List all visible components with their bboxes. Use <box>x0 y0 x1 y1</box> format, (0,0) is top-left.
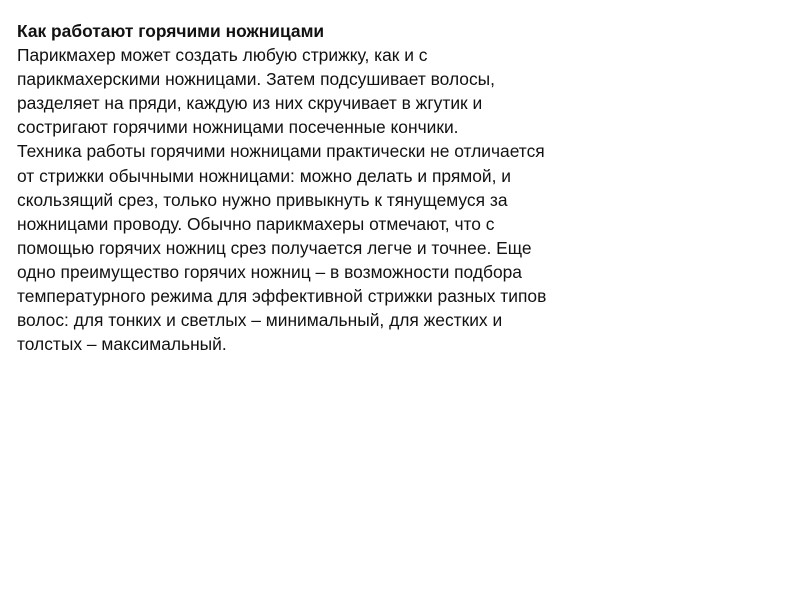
body-line: разделяет на пряди, каждую из них скручивает в жгутик и <box>17 93 483 114</box>
body-line: волос: для тонких и светлых – минимальный, для жестких и <box>17 310 503 331</box>
body-line: толстых – максимальный. <box>17 334 227 355</box>
body-line: помощью горячих ножниц срез получается легче и точнее. Еще <box>17 237 532 258</box>
body-line: состригают горячими ножницами посеченные кончики. <box>17 117 459 138</box>
body-line: парикмахерскими ножницами. Затем подсушивает волосы, <box>17 69 495 90</box>
body-line: ножницами проводу. Обычно парикмахеры отмечают, что с <box>17 213 495 234</box>
text-block <box>17 19 657 356</box>
body-line: Парикмахер может создать любую стрижку, как и с <box>17 45 428 66</box>
body-line: одно преимущество горячих ножниц – в возможности подбора <box>17 261 522 282</box>
document-heading: Как работают горячими ножницами <box>17 21 325 41</box>
body-line: от стрижки обычными ножницами: можно делать и прямой, и <box>17 165 512 186</box>
body-line: Техника работы горячими ножницами практически не отличается <box>17 141 545 162</box>
body-line: температурного режима для эффективной стрижки разных типов <box>17 286 547 307</box>
body-line: скользящий срез, только нужно привыкнуть к тянущемуся за <box>17 189 508 210</box>
